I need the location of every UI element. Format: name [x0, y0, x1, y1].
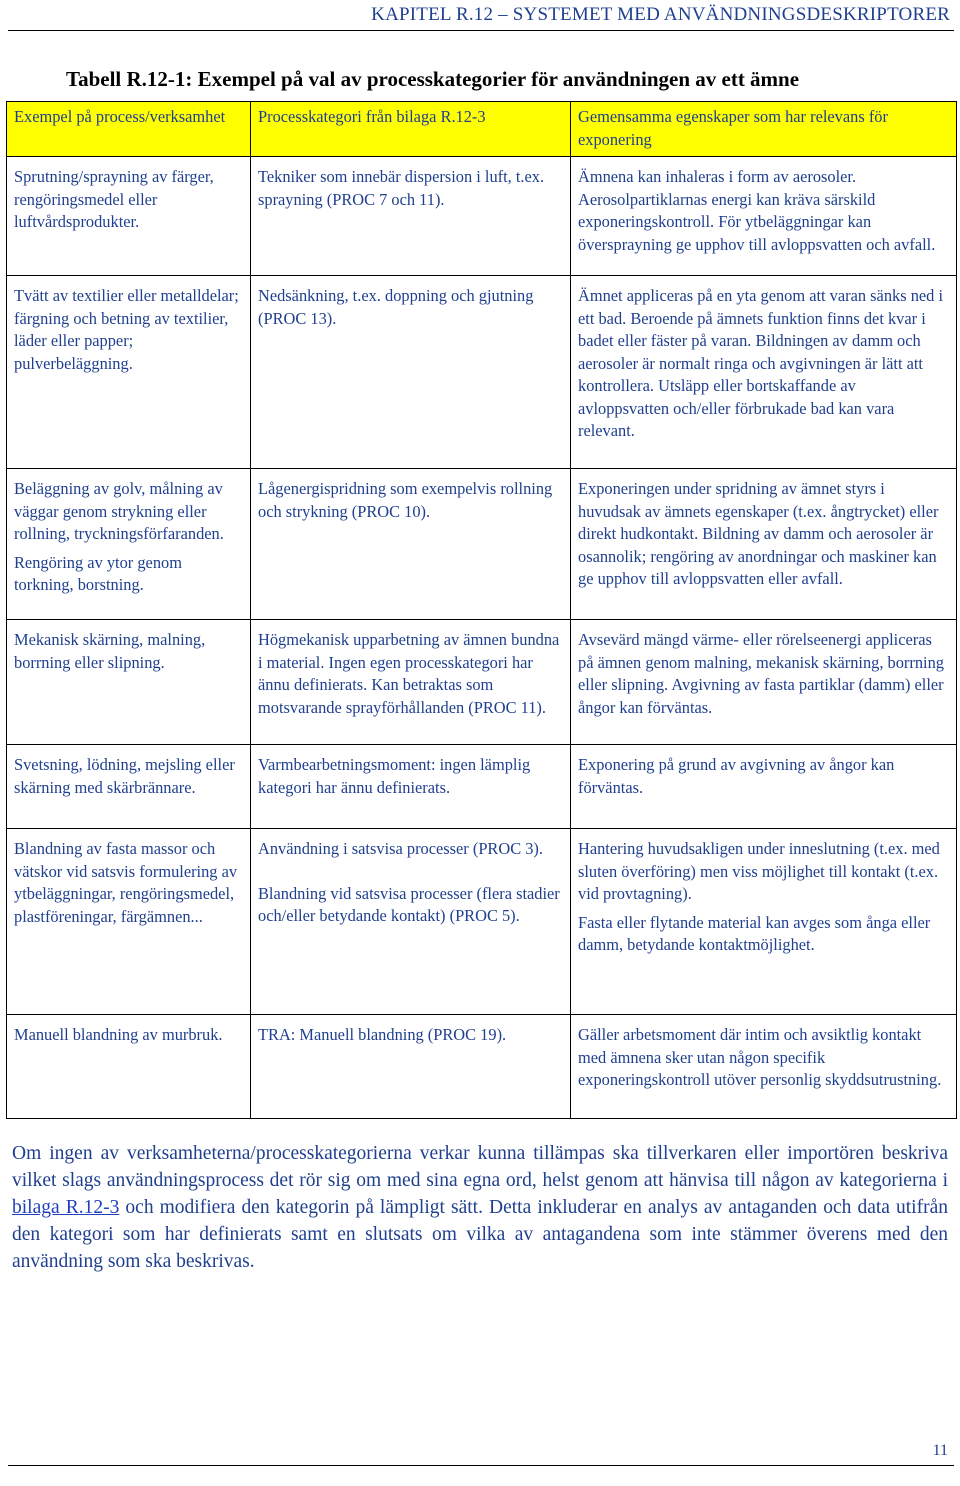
cell-text: Fasta eller flytande material kan avges som ånga eller damm, betydande kontaktmöjlighet. [578, 912, 931, 954]
table-row [7, 469, 957, 620]
footer-divider [8, 1465, 954, 1466]
category-cell [251, 745, 571, 829]
running-header: KAPITEL R.12 – SYSTEMET MED ANVÄNDNINGSDESKRIPTORER [371, 4, 950, 25]
cell-text: Ämnena kan inhaleras i form av aerosoler. Aerosolpartiklarnas energi kan kräva särskild exponeringskontroll. För ytbeläggningar kan översprayning ge upphov till avloppsvatten och avfall. [578, 167, 936, 254]
cell-text: Blandning av fasta massor och vätskor vid satsvis formulering av ytbeläggningar, rengöringsmedel, plastföreningar, färgämnen... [14, 839, 238, 926]
table-row [7, 745, 957, 829]
category-cell [251, 276, 571, 469]
cell-text: Tvätt av textilier eller metalldelar; färgning och betning av textilier, läder eller papper; pulverbeläggning. [14, 286, 239, 373]
body-paragraph [12, 1140, 948, 1275]
column-header-properties: Gemensamma egenskaper som har relevans för exponering [571, 102, 957, 157]
category-cell [251, 620, 571, 745]
cell-text: Exponeringen under spridning av ämnet styrs i huvudsak av ämnets egenskaper (t.ex. ångtrycket) eller direkt hudkontakt. Bildning av damm och aerosoler är osannolik; rengöring av anordningar och maskiner kan ge upphov till avloppsvatten eller avfall. [578, 479, 939, 588]
cell-text: Hantering huvudsakligen under inneslutning (t.ex. med sluten överföring) men viss möjlighet till kontakt (t.ex. vid provtagning). [578, 839, 940, 903]
category-cell [251, 469, 571, 620]
process-cell [7, 469, 251, 620]
cell-text: Rengöring av ytor genom torkning, borstning. [14, 552, 182, 594]
cell-text: Beläggning av golv, målning av väggar genom strykning eller rollning, tryckningsförfaranden. [14, 479, 224, 543]
bilaga-link[interactable]: bilaga R.12-3 [12, 1197, 120, 1218]
table-row [7, 829, 957, 1015]
properties-cell [571, 829, 957, 1015]
cell-text: Svetsning, lödning, mejsling eller skärning med skärbrännare. [14, 755, 235, 797]
cell-text: Varmbearbetningsmoment: ingen lämplig kategori har ännu definierats. [258, 755, 531, 797]
properties-cell [571, 469, 957, 620]
cell-text: Avsevärd mängd värme- eller rörelseenergi appliceras på ämnen genom malning, mekanisk skärning, borrning eller slipning. Avgivning av fasta partiklar (damm) eller ångor kan förväntas. [578, 630, 944, 717]
table-row [7, 620, 957, 745]
process-cell [7, 1015, 251, 1119]
cell-text: Tekniker som innebär dispersion i luft, t.ex. sprayning (PROC 7 och 11). [258, 167, 545, 209]
column-header-category: Processkategori från bilaga R.12-3 [251, 102, 571, 157]
cell-text: Sprutning/sprayning av färger, rengöringsmedel eller luftvårdsprodukter. [14, 167, 214, 231]
process-cell [7, 745, 251, 829]
table-row [7, 157, 957, 276]
body-text-end: och modifiera den kategorin på lämpligt sätt. Detta inkluderar en analys av antaganden och data utifrån den kategori som har definierats samt en slutsats om vilka av antagandena som inte stämmer överens med den användning som ska beskrivas. [12, 1197, 948, 1272]
category-cell [251, 157, 571, 276]
table-caption: Tabell R.12-1: Exempel på val av processkategorier för användningen av ett ämne [66, 67, 800, 91]
properties-cell [571, 745, 957, 829]
table-header-row [7, 102, 957, 157]
process-cell [7, 829, 251, 1015]
cell-text: Lågenergispridning som exempelvis rollning och strykning (PROC 10). [258, 479, 553, 521]
category-cell [251, 1015, 571, 1119]
properties-cell [571, 620, 957, 745]
page-number: 11 [932, 1442, 948, 1459]
table-row [7, 1015, 957, 1119]
category-cell [251, 829, 571, 1015]
cell-text: Exponering på grund av avgivning av ångor kan förväntas. [578, 755, 895, 797]
cell-text: Högmekanisk upparbetning av ämnen bundna i material. Ingen egen processkategori har ännu definierats. Kan betraktas som motsvarande sprayförhållanden (PROC 11). [258, 630, 560, 717]
process-category-table [6, 101, 957, 1119]
cell-text: TRA: Manuell blandning (PROC 19). [258, 1025, 507, 1044]
header-divider [8, 30, 954, 31]
cell-text: Ämnet appliceras på en yta genom att varan sänks ned i ett bad. Beroende på ämnets funktion finns det kvar i badet eller fäster på varan. Bildningen av damm och aerosoler är normalt ringa och avgivningen är lätt att kontrollera. Utsläpp eller bortskaffande av avloppsvatten och/eller förbrukade bad kan vara relevant. [578, 286, 944, 440]
cell-text: Användning i satsvisa processer (PROC 3). [258, 839, 543, 858]
properties-cell [571, 1015, 957, 1119]
process-cell [7, 157, 251, 276]
properties-cell [571, 157, 957, 276]
cell-text: Gäller arbetsmoment där intim och avsiktlig kontakt med ämnena sker utan någon specifik exponeringskontroll utöver personlig skyddsutrustning. [578, 1025, 942, 1089]
cell-text: Blandning vid satsvisa processer (flera stadier och/eller betydande kontakt) (PROC 5). [258, 883, 560, 925]
cell-text: Mekanisk skärning, malning, borrning eller slipning. [14, 630, 206, 672]
column-header-process: Exempel på process/verksamhet [7, 102, 251, 157]
cell-text: Manuell blandning av murbruk. [14, 1025, 223, 1044]
table-row [7, 276, 957, 469]
process-cell [7, 276, 251, 469]
process-cell [7, 620, 251, 745]
body-text-start: Om ingen av verksamheterna/processkategorierna verkar kunna tillämpas ska tillverkaren eller importören beskriva vilket slags användningsprocess det rör sig om med sina egna ord, helst genom att hänvisa till någon av kategorierna i [12, 1143, 948, 1191]
cell-text: Nedsänkning, t.ex. doppning och gjutning (PROC 13). [258, 286, 534, 328]
properties-cell [571, 276, 957, 469]
